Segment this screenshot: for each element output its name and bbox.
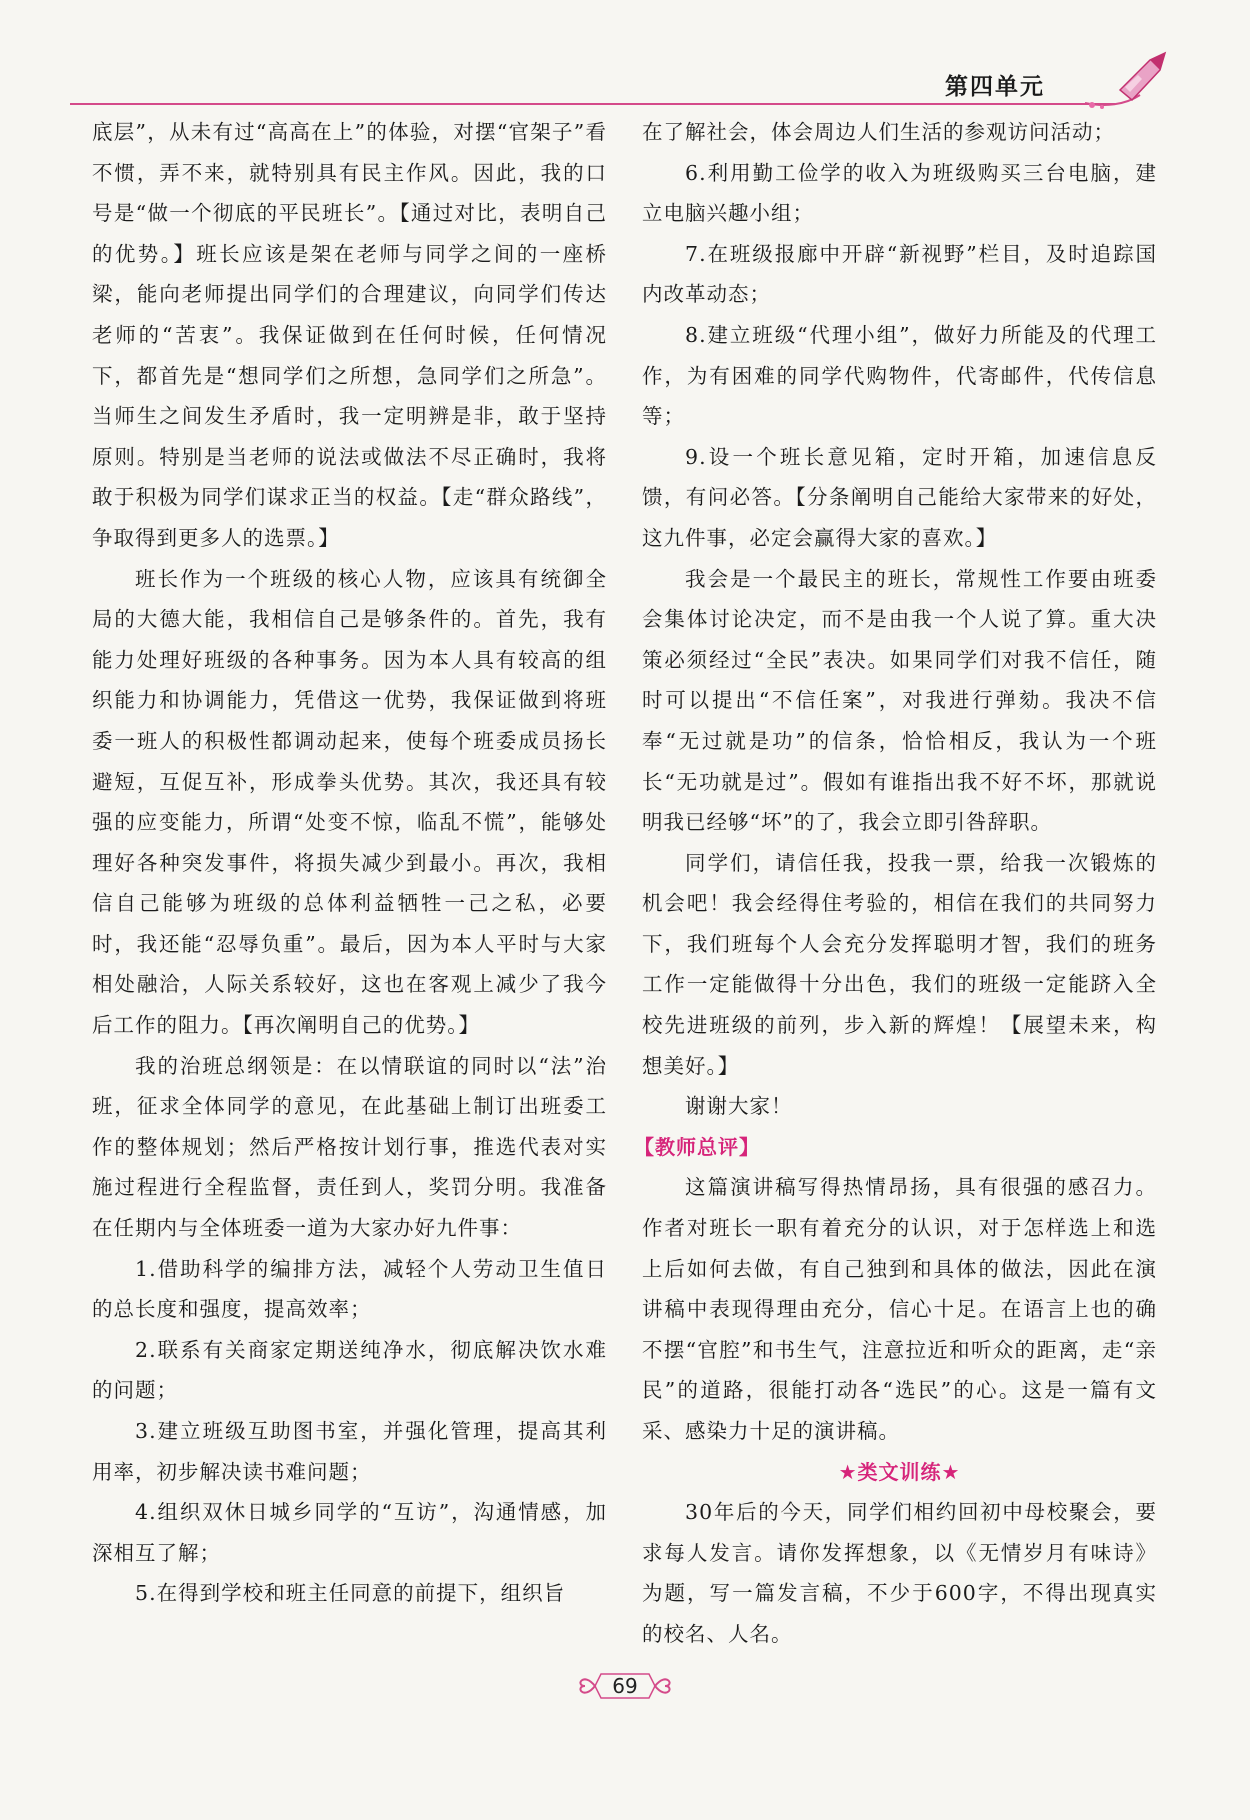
paragraph: 4.组织双休日城乡同学的“互访”，沟通情感，加深相互了解； xyxy=(92,1500,607,1565)
paragraph: 6.利用勤工俭学的收入为班级购买三台电脑，建立电脑兴趣小组； xyxy=(642,160,1157,226)
paragraph: 底层”，从未有过“高高在上”的体验，对摆“官架子”看不惯，弄不来，就特别具有民主作风。因此，我的口号是“做一个彻底的平民班长”。【通过对比，表明自己的优势。】班长应该是架在老师与同学之间的一座桥梁，能向老师提出同学们的合理建议，向同学们传达老师的“苦衷”。我保证做到在任何时候，任何情况下，都首先是“想同学们之所想，急同学们之所急”。当师生之间发生矛盾时，我一定明辨是非，敢于坚持原则。特别是当老师的说法或做法不尽正确时，我将敢于积极为同学们谋求正当的权益。【走“群众路线”，争取得到更多人的选票。】 xyxy=(92,120,607,550)
paragraph: 7.在班级报廊中开辟“新视野”栏目，及时追踪国内改革动态； xyxy=(642,241,1157,307)
paragraph: 2.联系有关商家定期送纯净水，彻底解决饮水难的问题； xyxy=(92,1337,607,1403)
paragraph: 8.建立班级“代理小组”，做好力所能及的代理工作，为有困难的同学代购物件，代寄邮件，代传信息等； xyxy=(642,322,1157,429)
teacher-comment-tag: 【教师总评】 xyxy=(634,1134,760,1159)
paragraph: 谢谢大家！ xyxy=(685,1094,793,1119)
teacher-comment-text: 这篇演讲稿写得热情昂扬，具有很强的感召力。作者对班长一职有着充分的认识，对于怎样选上和选上后如何去做，有自己独到和具体的做法，因此在演讲稿中表现得理由充分，信心十足。在语言上也的确不摆“官腔”和书生气，注意拉近和听众的距离，走“亲民”的道路，很能打动各“选民”的心。这是一篇有文采、感染力十足的演讲稿。 xyxy=(642,1175,1157,1443)
paragraph: 9.设一个班长意见箱，定时开箱，加速信息反馈，有问必答。【分条阐明自己能给大家带来的好处，这九件事，必定会赢得大家的喜欢。】 xyxy=(642,444,1157,550)
paragraph: 3.建立班级互助图书室，并强化管理，提高其利用率，初步解决读书难问题； xyxy=(92,1419,607,1484)
page-number: 69 xyxy=(612,1674,638,1698)
paragraph: 5.在得到学校和班主任同意的前提下，组织旨 xyxy=(135,1581,566,1606)
exercise-text: 30年后的今天，同学们相约回初中母校聚会，要求每人发言。请你发挥想象，以《无情岁月有味诗》为题，写一篇发言稿，不少于600字，不得出现真实的校名、人名。 xyxy=(642,1500,1157,1646)
pen-ribbon-icon xyxy=(1080,45,1175,115)
paragraph: 我会是一个最民主的班长，常规性工作要由班委会集体讨论决定，而不是由我一个人说了算。重大决策必须经过“全民”表决。如果同学们对我不信任，随时可以提出“不信任案”，对我进行弹劾。我决不信奉“无过就是功”的信条，恰恰相反，我认为一个班长“无功就是过”。假如有谁指出我不好不坏，那就说明我已经够“坏”的了，我会立即引咎辞职。 xyxy=(642,566,1157,835)
paragraph: 在了解社会，体会周边人们生活的参观访问活动； xyxy=(642,120,1115,144)
paragraph: 同学们，请信任我，投我一票，给我一次锻炼的机会吧！我会经得住考验的，相信在我们的共同努力下，我们班每个人会充分发挥聪明才智，我们的班务工作一定能做得十分出色，我们的班级一定能跻入全校先进班级的前列，步入新的辉煌！【展望未来，构想美好。】 xyxy=(642,850,1157,1078)
header-rule xyxy=(70,103,1115,105)
right-column xyxy=(634,112,1157,1655)
left-column xyxy=(92,112,607,1614)
exercise-title: ★类文训练★ xyxy=(838,1459,961,1484)
paragraph: 班长作为一个班级的核心人物，应该具有统御全局的大德大能，我相信自己是够条件的。首先，我有能力处理好班级的各种事务。因为本人具有较高的组织能力和协调能力，凭借这一优势，我保证做到将班委一班人的积极性都调动起来，使每个班委成员扬长避短，互促互补，形成拳头优势。其次，我还具有较强的应变能力，所谓“处变不惊，临乱不慌”，能够处理好各种突发事件，将损失减少到最小。再次，我相信自己能够为班级的总体利益牺牲一己之私，必要时，我还能“忍辱负重”。最后，因为本人平时与大家相处融洽，人际关系较好，这也在客观上减少了我今后工作的阻力。【再次阐明自己的优势。】 xyxy=(92,566,607,1038)
paragraph: 我的治班总纲领是：在以情联谊的同时以“法”治班，征求全体同学的意见，在此基础上制订出班委工作的整体规划；然后严格按计划行事，推选代表对实施过程进行全程监督，责任到人，奖罚分明。我准备在任期内与全体班委一道为大家办好九件事： xyxy=(92,1053,607,1241)
unit-title: 第四单元 xyxy=(945,74,1045,100)
paragraph: 1.借助科学的编排方法，减轻个人劳动卫生值日的总长度和强度，提高效率； xyxy=(92,1256,607,1322)
